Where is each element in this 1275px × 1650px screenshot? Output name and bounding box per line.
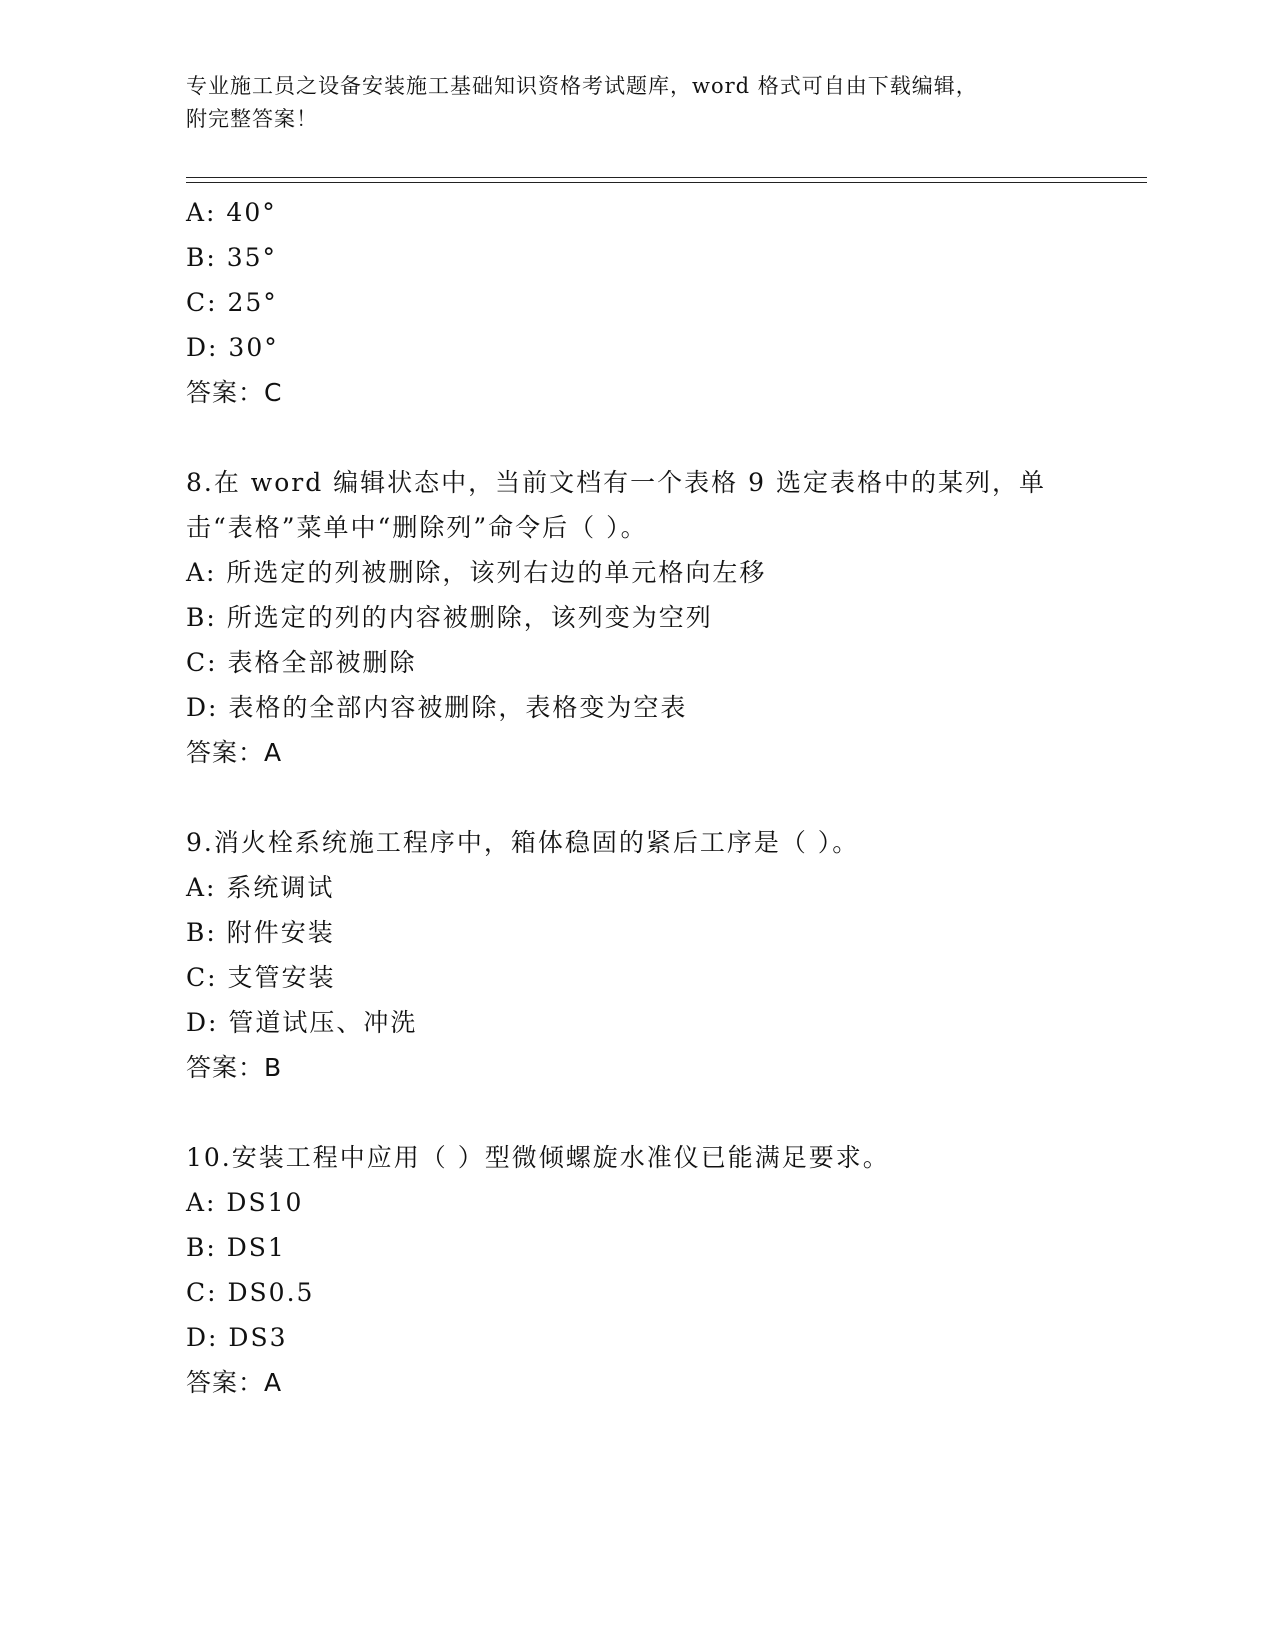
option-d: D: 30° <box>186 333 279 362</box>
answer-line: 答案：C <box>186 378 283 407</box>
question-block-10 <box>186 1135 1086 1405</box>
document-header <box>186 70 1086 136</box>
option-c: C: DS0.5 <box>186 1278 315 1307</box>
option-b: B: DS1 <box>186 1233 286 1262</box>
question-stem-line-1: 9.消火栓系统施工程序中，箱体稳固的紧后工序是（ ）。 <box>186 828 860 857</box>
option-a: A: 所选定的列被删除，该列右边的单元格向左移 <box>186 558 767 587</box>
question-stem-line-2: 击“表格”菜单中“删除列”命令后（ ）。 <box>186 513 648 542</box>
header-line-2: 附完整答案！ <box>186 107 318 131</box>
answer-line: 答案：A <box>186 1368 283 1397</box>
question-stem-line-1: 8.在 word 编辑状态中，当前文档有一个表格 9 选定表格中的某列，单 <box>186 468 1046 497</box>
question-block-8 <box>186 460 1086 775</box>
header-divider <box>186 177 1147 183</box>
option-c: C: 支管安装 <box>186 963 336 992</box>
question-block-7 <box>186 190 1086 415</box>
option-d: D: 表格的全部内容被删除，表格变为空表 <box>186 693 688 722</box>
option-a: A: 系统调试 <box>186 873 335 902</box>
option-b: B: 35° <box>186 243 278 272</box>
question-block-9 <box>186 820 1086 1090</box>
option-a: A: DS10 <box>186 1188 304 1217</box>
option-c: C: 表格全部被删除 <box>186 648 417 677</box>
question-stem-line-1: 10.安装工程中应用（ ）型微倾螺旋水准仪已能满足要求。 <box>186 1143 890 1172</box>
option-d: D: 管道试压、冲洗 <box>186 1008 418 1037</box>
option-a: A: 40° <box>186 198 277 227</box>
option-b: B: 所选定的列的内容被删除，该列变为空列 <box>186 603 713 632</box>
header-line-1: 专业施工员之设备安装施工基础知识资格考试题库，word 格式可自由下载编辑， <box>186 74 978 98</box>
answer-line: 答案：B <box>186 1053 283 1082</box>
question-list <box>186 190 1086 1405</box>
option-d: D: DS3 <box>186 1323 288 1352</box>
option-c: C: 25° <box>186 288 278 317</box>
option-b: B: 附件安装 <box>186 918 335 947</box>
answer-line: 答案：A <box>186 738 283 767</box>
